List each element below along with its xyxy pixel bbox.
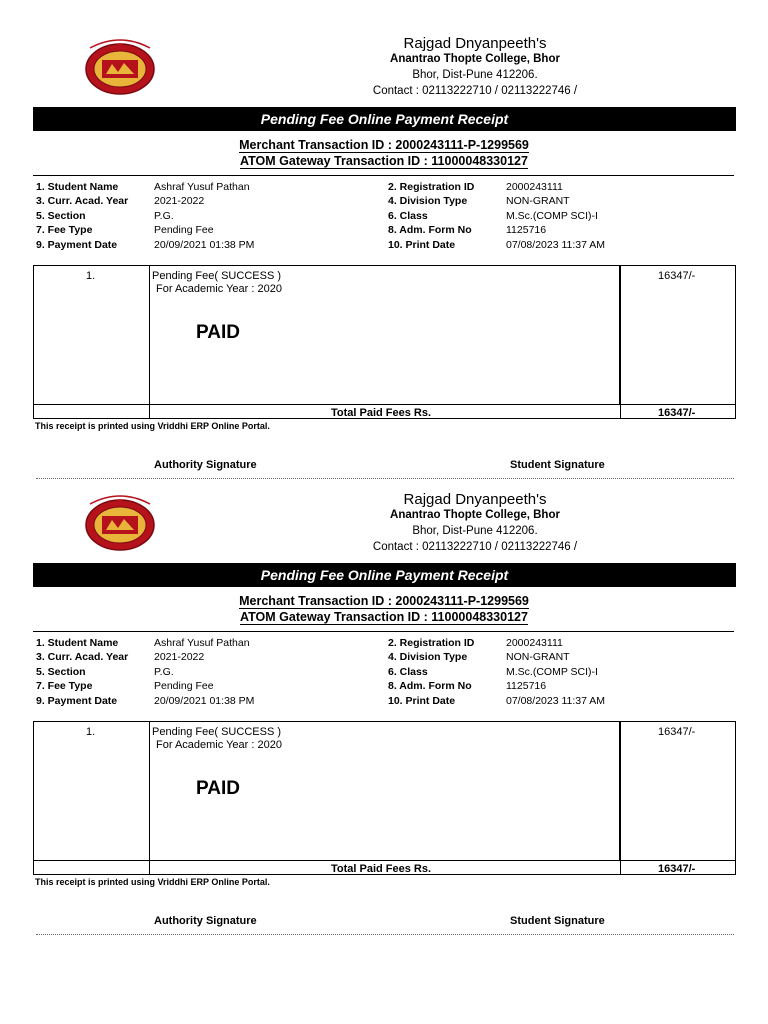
college-contact: Contact : 02113222710 / 02113222746 / bbox=[372, 541, 578, 553]
college-address: Bhor, Dist-Pune 412206. bbox=[412, 525, 538, 537]
institution-logo-icon bbox=[82, 492, 158, 552]
print-date-value: 07/08/2023 11:37 AM bbox=[506, 695, 606, 707]
portal-note: This receipt is printed using Vriddhi ERP Online Portal. bbox=[35, 421, 270, 431]
column-divider bbox=[149, 722, 150, 874]
paid-status: PAID bbox=[196, 778, 240, 799]
acad-year-value: 2021-2022 bbox=[154, 195, 205, 207]
section-label: 5. Section bbox=[36, 666, 86, 678]
division-value: NON-GRANT bbox=[506, 195, 570, 207]
adm-form-value: 1125716 bbox=[506, 224, 547, 236]
acad-year-value: 2021-2022 bbox=[154, 651, 205, 663]
registration-label: 2. Registration ID bbox=[388, 181, 475, 193]
college-contact: Contact : 02113222710 / 02113222746 / bbox=[372, 85, 578, 97]
column-divider bbox=[619, 266, 621, 404]
merchant-transaction-id: Merchant Transaction ID : 2000243111-P-1299569 bbox=[239, 594, 529, 608]
portal-note: This receipt is printed using Vriddhi ERP Online Portal. bbox=[35, 877, 270, 887]
receipt-title: Pending Fee Online Payment Receipt bbox=[33, 563, 736, 587]
authority-signature-label: Authority Signature bbox=[154, 459, 257, 471]
institution-logo-icon bbox=[82, 36, 158, 96]
total-amount: 16347/- bbox=[658, 863, 696, 875]
item-description-line2: For Academic Year : 2020 bbox=[156, 739, 282, 751]
registration-value: 2000243111 bbox=[506, 637, 563, 649]
item-description bbox=[152, 726, 282, 752]
section-value: P.G. bbox=[154, 666, 174, 678]
section-value: P.G. bbox=[154, 210, 174, 222]
merchant-transaction-id: Merchant Transaction ID : 2000243111-P-1299569 bbox=[239, 138, 529, 152]
adm-form-label: 8. Adm. Form No bbox=[388, 224, 472, 236]
item-description-line1: Pending Fee( SUCCESS ) bbox=[152, 270, 281, 282]
college-address: Bhor, Dist-Pune 412206. bbox=[412, 69, 538, 81]
payment-date-value: 20/09/2021 01:38 PM bbox=[154, 239, 255, 251]
fee-type-value: Pending Fee bbox=[154, 680, 214, 692]
fee-items-table bbox=[33, 265, 736, 419]
column-divider bbox=[619, 722, 621, 860]
payment-date-value: 20/09/2021 01:38 PM bbox=[154, 695, 255, 707]
acad-year-label: 3. Curr. Acad. Year bbox=[36, 195, 129, 207]
student-signature-label: Student Signature bbox=[510, 459, 605, 471]
total-label: Total Paid Fees Rs. bbox=[331, 407, 432, 419]
authority-signature-label: Authority Signature bbox=[154, 915, 257, 927]
item-description-line1: Pending Fee( SUCCESS ) bbox=[152, 726, 281, 738]
divider bbox=[33, 175, 734, 176]
total-amount: 16347/- bbox=[658, 407, 696, 419]
receipt-copy-2 bbox=[0, 456, 768, 927]
item-amount: 16347/- bbox=[658, 270, 696, 282]
institution-name: Rajgad Dnyanpeeth's bbox=[403, 491, 547, 508]
column-divider bbox=[149, 266, 150, 418]
student-signature-label: Student Signature bbox=[510, 915, 605, 927]
class-value: M.Sc.(COMP SCI)-I bbox=[506, 666, 598, 678]
payment-date-label: 9. Payment Date bbox=[36, 695, 118, 707]
total-label: Total Paid Fees Rs. bbox=[331, 863, 432, 875]
divider bbox=[33, 631, 734, 632]
print-date-label: 10. Print Date bbox=[388, 239, 456, 251]
column-divider bbox=[620, 860, 621, 874]
adm-form-label: 8. Adm. Form No bbox=[388, 680, 472, 692]
cut-line bbox=[36, 934, 734, 935]
item-description-line2: For Academic Year : 2020 bbox=[156, 283, 282, 295]
class-label: 6. Class bbox=[388, 666, 428, 678]
fee-type-label: 7. Fee Type bbox=[36, 680, 93, 692]
registration-label: 2. Registration ID bbox=[388, 637, 475, 649]
student-name-value: Ashraf Yusuf Pathan bbox=[154, 637, 250, 649]
division-label: 4. Division Type bbox=[388, 195, 468, 207]
item-amount: 16347/- bbox=[658, 726, 696, 738]
column-divider bbox=[620, 404, 621, 418]
division-value: NON-GRANT bbox=[506, 651, 570, 663]
registration-value: 2000243111 bbox=[506, 181, 563, 193]
class-value: M.Sc.(COMP SCI)-I bbox=[506, 210, 598, 222]
fee-type-value: Pending Fee bbox=[154, 224, 214, 236]
fee-items-table bbox=[33, 721, 736, 875]
total-row-divider bbox=[34, 404, 735, 405]
class-label: 6. Class bbox=[388, 210, 428, 222]
student-name-label: 1. Student Name bbox=[36, 181, 119, 193]
fee-type-label: 7. Fee Type bbox=[36, 224, 93, 236]
item-serial-number: 1. bbox=[86, 726, 96, 738]
student-name-label: 1. Student Name bbox=[36, 637, 119, 649]
item-description bbox=[152, 270, 282, 296]
student-name-value: Ashraf Yusuf Pathan bbox=[154, 181, 250, 193]
print-date-value: 07/08/2023 11:37 AM bbox=[506, 239, 606, 251]
college-name: Anantrao Thopte College, Bhor bbox=[390, 509, 560, 521]
atom-transaction-id: ATOM Gateway Transaction ID : 11000048330127 bbox=[240, 154, 528, 168]
receipt-copy-1 bbox=[0, 0, 768, 471]
division-label: 4. Division Type bbox=[388, 651, 468, 663]
payment-date-label: 9. Payment Date bbox=[36, 239, 118, 251]
total-row-divider bbox=[34, 860, 735, 861]
atom-transaction-id: ATOM Gateway Transaction ID : 11000048330127 bbox=[240, 610, 528, 624]
print-date-label: 10. Print Date bbox=[388, 695, 456, 707]
adm-form-value: 1125716 bbox=[506, 680, 547, 692]
paid-status: PAID bbox=[196, 322, 240, 343]
acad-year-label: 3. Curr. Acad. Year bbox=[36, 651, 129, 663]
section-label: 5. Section bbox=[36, 210, 86, 222]
college-name: Anantrao Thopte College, Bhor bbox=[390, 53, 560, 65]
institution-name: Rajgad Dnyanpeeth's bbox=[403, 35, 547, 52]
item-serial-number: 1. bbox=[86, 270, 96, 282]
receipt-title: Pending Fee Online Payment Receipt bbox=[33, 107, 736, 131]
